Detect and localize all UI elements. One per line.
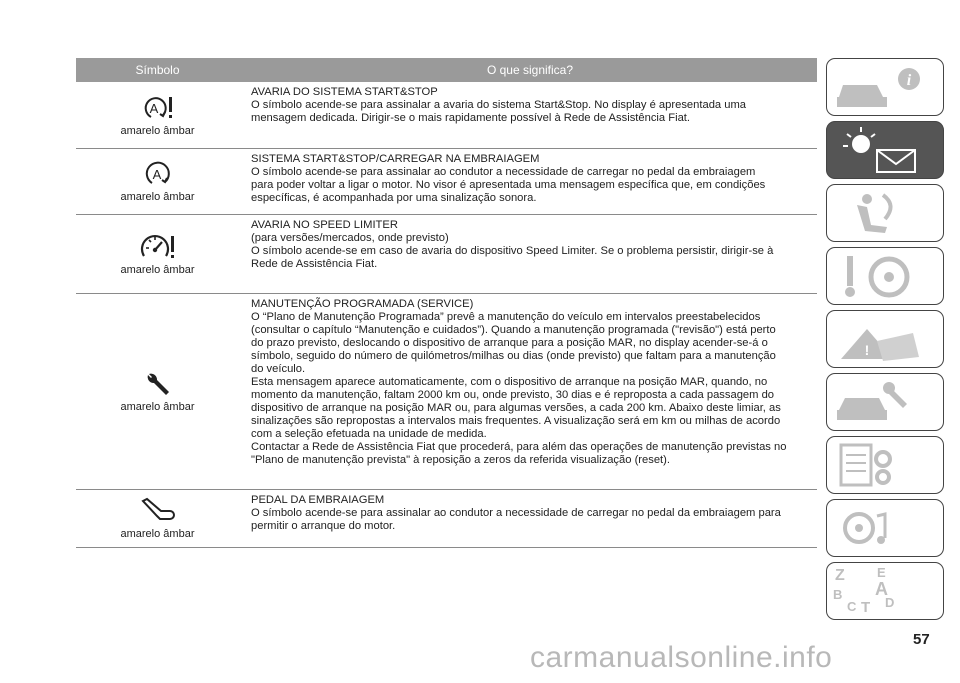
meaning-title: AVARIA NO SPEED LIMITER xyxy=(251,219,398,231)
header-symbol: Símbolo xyxy=(135,63,180,77)
symbol-color-label: amarelo âmbar xyxy=(120,263,195,276)
symbol-cell xyxy=(76,490,239,547)
tab-technical-data[interactable] xyxy=(826,436,944,494)
meaning-line: mensagem dedicada. Dirigir-se o mais rapidamente possível à Rede de Assistência Fiat. xyxy=(251,112,691,124)
symbol-cell xyxy=(76,294,239,489)
meaning-line: "Plano de manutenção prevista" à reposição a zeros da referida visualização (reset). xyxy=(251,454,670,466)
meaning-line: Rede de Assistência Fiat. xyxy=(251,258,378,270)
warning-lights-table xyxy=(76,58,817,548)
index-letter: Z xyxy=(835,567,845,584)
wrench-icon xyxy=(144,370,172,398)
start-stop-fault-icon xyxy=(141,94,175,122)
road-warning-icon xyxy=(827,311,945,369)
svg-text:!: ! xyxy=(864,342,870,358)
index-letter: T xyxy=(861,599,871,616)
tab-warning-lights[interactable] xyxy=(826,121,944,179)
svg-text:A: A xyxy=(152,167,161,182)
table-row xyxy=(76,294,817,490)
table-row xyxy=(76,149,817,215)
key-steering-wheel-icon xyxy=(827,248,945,306)
table-row xyxy=(76,490,817,548)
clutch-pedal-icon xyxy=(140,497,176,525)
meaning-line: do veículo. xyxy=(251,363,306,375)
meaning-cell xyxy=(251,490,817,547)
meaning-line: O símbolo acende-se para assinalar a avaria do sistema Start&Stop. No display é apresentada uma xyxy=(251,99,747,111)
meaning-line: sinalizações são repropostas a intervalos mais frequentes. A visualização será em km ou milhas de acordo xyxy=(251,415,781,427)
svg-text:A: A xyxy=(149,100,158,116)
meaning-title: MANUTENÇÃO PROGRAMADA (SERVICE) xyxy=(251,298,474,310)
index-letter: B xyxy=(833,587,843,602)
meaning-line: O “Plano de Manutenção Programada” prevê a manutenção do veículo em intervalos preestabelecidos xyxy=(251,311,761,323)
table-header xyxy=(76,58,817,82)
table-row xyxy=(76,215,817,294)
meaning-cell xyxy=(251,215,817,293)
car-service-icon xyxy=(827,374,945,432)
meaning-line: com a seleção efetuada na unidade de medida. xyxy=(251,428,487,440)
meaning-line: para poder voltar a ligar o motor. No visor é apresentada uma mensagem específica que, em condições xyxy=(251,179,766,191)
page-number: 57 xyxy=(913,631,930,648)
meaning-line: do prazo previsto, deslocando o dispositivo de arranque para a posição MAR, no display acender-se-á o xyxy=(251,337,768,349)
symbol-color-label: amarelo âmbar xyxy=(120,191,195,203)
tab-safety[interactable] xyxy=(826,184,944,242)
tab-multimedia[interactable] xyxy=(826,499,944,557)
symbol-cell xyxy=(76,82,239,148)
speed-limiter-fault-icon xyxy=(138,233,178,261)
meaning-cell xyxy=(251,82,817,148)
meaning-line: Contactar a Rede de Assistência Fiat que procederá, para além das operações de manutenção previstas no xyxy=(251,441,787,453)
meaning-line: (consultar o capítulo “Manutenção e cuidados”). Quando a manutenção programada ("revisão") está perto xyxy=(251,324,776,336)
tab-emergency[interactable] xyxy=(826,310,944,368)
tab-car-info[interactable] xyxy=(826,58,944,116)
header-meaning: O que significa? xyxy=(486,63,574,77)
seat-airbag-icon xyxy=(827,185,945,243)
index-letter: D xyxy=(885,595,895,610)
meaning-line: O símbolo acende-se para assinalar ao condutor a necessidade de carregar no pedal da embraiagem xyxy=(251,166,756,178)
tab-maintenance[interactable] xyxy=(826,373,944,431)
symbol-color-label: amarelo âmbar xyxy=(120,528,195,540)
meaning-title: PEDAL DA EMBRAIAGEM xyxy=(251,494,385,506)
meaning-title: AVARIA DO SISTEMA START&STOP xyxy=(251,86,438,98)
meaning-line: permitir o arranque do motor. xyxy=(251,520,396,532)
meaning-line: Esta mensagem aparece automaticamente, com o dispositivo de arranque na posição MAR, quando, no xyxy=(251,376,768,388)
meaning-line: O símbolo acende-se para assinalar ao condutor a necessidade de carregar no pedal da embraiagem para xyxy=(251,507,781,519)
symbol-cell xyxy=(76,215,239,293)
index-letter: A xyxy=(875,579,888,599)
symbol-color-label: amarelo âmbar xyxy=(120,401,195,413)
meaning-cell xyxy=(251,294,817,489)
meaning-line: específicas, é acompanhada por uma sinalização sonora. xyxy=(251,192,537,204)
warning-light-message-icon xyxy=(827,122,945,180)
car-info-icon xyxy=(827,59,945,117)
meaning-line: dispositivo de arranque na posição MAR ou, para algumas versões, a cada 200 km. Abaixo deste limiar, as xyxy=(251,402,781,414)
index-letter: E xyxy=(877,565,886,580)
meaning-line: (para versões/mercados, onde previsto) xyxy=(251,232,449,244)
meaning-line: momento da manutenção, faltam 2000 km ou, onde previsto, 30 dias e é reproposta a cada passagem do xyxy=(251,389,775,401)
svg-text:i: i xyxy=(906,72,912,89)
meaning-title: SISTEMA START&STOP/CARREGAR NA EMBRAIAGEM xyxy=(251,153,540,165)
tab-index[interactable] xyxy=(826,562,944,620)
meaning-cell xyxy=(251,149,817,214)
specs-gears-icon xyxy=(827,437,945,495)
table-row xyxy=(76,82,817,149)
tab-starting-driving[interactable] xyxy=(826,247,944,305)
meaning-line: símbolo, seguido do número de quilómetros/milhas ou dias (onde previsto) que faltam para a manutenção xyxy=(251,350,776,362)
multimedia-icon xyxy=(827,500,945,558)
meaning-line: O símbolo acende-se em caso de avaria do dispositivo Speed Limiter. Se o problema persistir, dirigir-se à xyxy=(251,245,774,257)
index-letter: C xyxy=(847,599,857,614)
symbol-color-label: amarelo âmbar xyxy=(120,124,195,137)
start-stop-icon xyxy=(143,160,173,188)
symbol-cell xyxy=(76,149,239,214)
watermark: carmanualsonline.info xyxy=(530,641,833,674)
